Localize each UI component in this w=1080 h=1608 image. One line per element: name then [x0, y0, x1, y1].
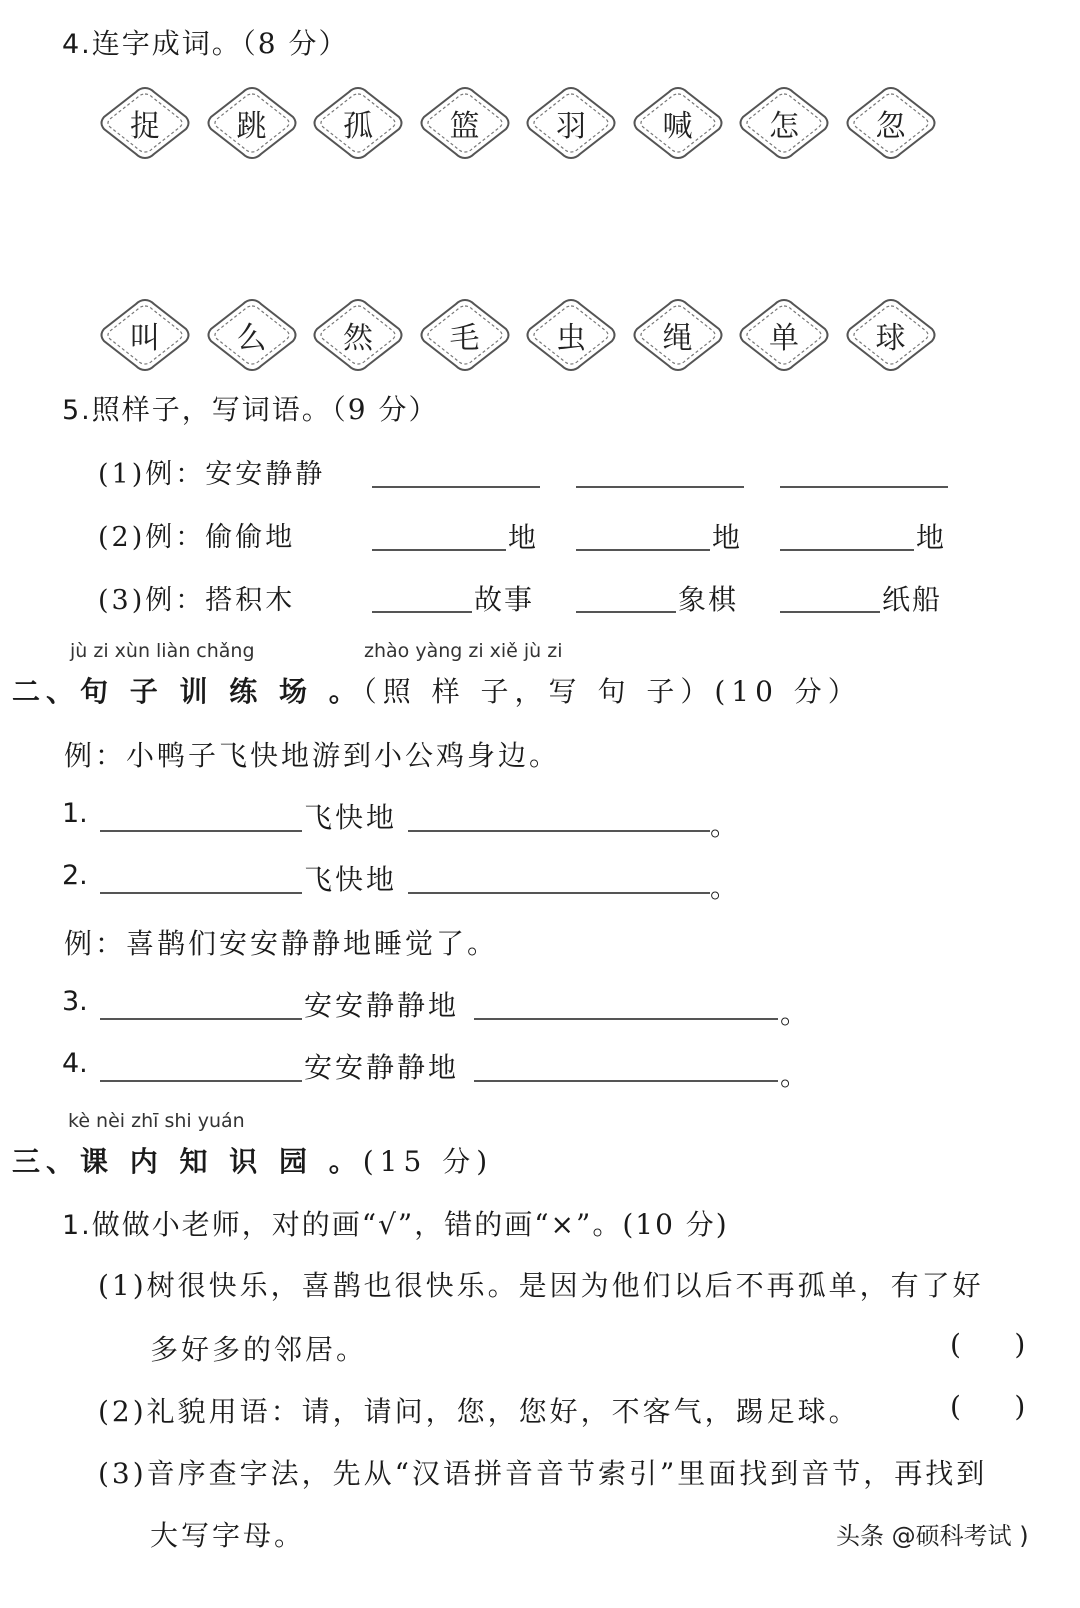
- q5-item-3-suffix-2: 象棋: [678, 583, 739, 616]
- q5-item-1-blank-1[interactable]: [372, 486, 540, 488]
- q5-item-3-suffix-1: 故事: [474, 583, 535, 616]
- section3-score: (15 分): [362, 1145, 494, 1178]
- q4-bottom-tile-8[interactable]: [844, 298, 938, 372]
- q4-bottom-tile-6[interactable]: [631, 298, 725, 372]
- section2-line-3-end: 。: [780, 997, 812, 1030]
- q4-top-tile-5[interactable]: [524, 86, 618, 160]
- section2-instructions: （照 样 子，写 句 子）(10 分）: [362, 675, 862, 708]
- section2-line-2-end: 。: [710, 871, 742, 904]
- section3-q1-item-2-line-1: (2)礼貌用语：请，请问，您，您好，不客气，踢足球。: [98, 1395, 860, 1428]
- q4-bottom-tile-7[interactable]: [737, 298, 831, 372]
- character: 绳: [662, 321, 693, 356]
- q5-item-2-suffix-3: 地: [916, 521, 947, 554]
- q5-title: 照样子，写词语。（9 分）: [91, 393, 439, 426]
- character: 然: [343, 321, 373, 356]
- character: 么: [236, 321, 267, 356]
- q4-top-tile-6[interactable]: [631, 86, 725, 160]
- character: 叫: [130, 321, 160, 356]
- character: 虫: [556, 321, 586, 356]
- section2-line-1-mid: 飞快地: [304, 801, 398, 834]
- q5-number: 5.: [62, 395, 92, 426]
- section2-line-2-mid: 飞快地: [304, 863, 398, 896]
- section2-line-1-end: 。: [710, 809, 742, 842]
- section2-example-1: 例：小鸭子飞快地游到小公鸡身边。: [64, 739, 561, 772]
- q4-bottom-tile-5[interactable]: [524, 298, 618, 372]
- section2-line-2-blank-b[interactable]: [408, 892, 710, 894]
- q5-item-3-suffix-3: 纸船: [882, 583, 943, 616]
- character: 毛: [449, 321, 480, 356]
- q5-item-2-blank-2[interactable]: [576, 549, 710, 551]
- section2-line-3-number: 3.: [62, 986, 88, 1017]
- q5-item-1-label: (1)例：安安静静: [98, 459, 326, 490]
- q4-number: 4.: [62, 29, 92, 60]
- q5-heading: [62, 388, 438, 428]
- section2-line-2-number: 2.: [62, 860, 88, 891]
- section3-q1-item-1-line-2: 多好多的邻居。: [150, 1333, 368, 1366]
- q4-top-tile-4[interactable]: [418, 86, 512, 160]
- section3-title: 三、课 内 知 识 园 。: [12, 1145, 363, 1178]
- character: 篮: [449, 109, 480, 144]
- section2-line-3-mid: 安安静静地: [304, 989, 460, 1022]
- q5-item-2-suffix-1: 地: [508, 521, 539, 554]
- character: 羽: [556, 109, 586, 144]
- q5-item-3-label: (3)例：搭积木: [98, 585, 296, 616]
- character: 怎: [769, 109, 799, 144]
- character: 喊: [662, 109, 693, 144]
- section2-line-4-mid: 安安静静地: [304, 1051, 460, 1084]
- character: 球: [875, 321, 906, 356]
- q5-item-1-blank-3[interactable]: [780, 486, 948, 488]
- q4-top-tile-3[interactable]: [311, 86, 405, 160]
- section2-title: 二、句 子 训 练 场 。: [12, 675, 363, 708]
- character: 忽: [875, 109, 906, 144]
- section2-line-4-blank-a[interactable]: [100, 1080, 302, 1082]
- section3-q1-item-2-answer-box[interactable]: ( ): [950, 1390, 1026, 1423]
- q5-item-3-blank-3[interactable]: [780, 611, 880, 613]
- watermark: 头条 @硕科考试 ): [836, 1522, 1029, 1550]
- q5-item-2-label: (2)例：偷偷地: [98, 522, 296, 553]
- section3-q1-item-3-line-2: 大写字母。: [150, 1519, 306, 1552]
- section2-pinyin-a: jù zi xùn liàn chǎng: [70, 640, 255, 662]
- section2-line-3-blank-b[interactable]: [474, 1018, 778, 1020]
- section2-example-2: 例：喜鹊们安安静静地睡觉了。: [64, 927, 499, 960]
- section2-line-1-number: 1.: [62, 798, 88, 829]
- q5-item-1-blank-2[interactable]: [576, 486, 744, 488]
- q4-bottom-tile-3[interactable]: [311, 298, 405, 372]
- q4-bottom-tile-4[interactable]: [418, 298, 512, 372]
- section2-line-1-blank-b[interactable]: [408, 830, 710, 832]
- q4-heading: [62, 22, 348, 62]
- section2-line-4-number: 4.: [62, 1048, 88, 1079]
- section3-pinyin: kè nèi zhī shi yuán: [68, 1110, 245, 1132]
- q4-title: 连字成词。（8 分）: [91, 27, 349, 60]
- section2-line-3-blank-a[interactable]: [100, 1018, 302, 1020]
- q5-item-2-suffix-2: 地: [712, 521, 743, 554]
- q4-top-tile-2[interactable]: [205, 86, 299, 160]
- section3-q1-title: 做做小老师，对的画“√”，错的画“×”。(10 分): [91, 1208, 729, 1241]
- character: 单: [769, 321, 799, 356]
- section3-q1-number: 1.: [62, 1210, 92, 1241]
- section2-line-1-blank-a[interactable]: [100, 830, 302, 832]
- q4-top-tile-8[interactable]: [844, 86, 938, 160]
- q5-item-3-blank-1[interactable]: [372, 611, 472, 613]
- section3-q1-item-1-answer-box[interactable]: ( ): [950, 1328, 1026, 1361]
- section2-line-2-blank-a[interactable]: [100, 892, 302, 894]
- section3-q1-item-1-line-1: (1)树很快乐，喜鹊也很快乐。是因为他们以后不再孤单，有了好: [98, 1269, 984, 1302]
- character: 捉: [130, 109, 160, 144]
- character: 跳: [236, 109, 267, 144]
- section3-heading: [12, 1140, 493, 1180]
- q5-item-3-blank-2[interactable]: [576, 611, 676, 613]
- section2-line-4-end: 。: [780, 1059, 812, 1092]
- character: 孤: [343, 109, 373, 144]
- q4-top-tile-7[interactable]: [737, 86, 831, 160]
- section2-line-4-blank-b[interactable]: [474, 1080, 778, 1082]
- q5-item-2-blank-3[interactable]: [780, 549, 914, 551]
- q5-item-2-blank-1[interactable]: [372, 549, 506, 551]
- q4-bottom-tile-1[interactable]: [98, 298, 192, 372]
- section2-heading: [12, 670, 862, 710]
- section3-q1-item-3-line-1: (3)音序查字法，先从“汉语拼音音节索引”里面找到音节，再找到: [98, 1457, 988, 1490]
- section3-q1-heading: [62, 1203, 729, 1243]
- q4-bottom-tile-2[interactable]: [205, 298, 299, 372]
- section2-pinyin-b: zhào yàng zi xiě jù zi: [364, 640, 563, 662]
- q4-top-tile-1[interactable]: [98, 86, 192, 160]
